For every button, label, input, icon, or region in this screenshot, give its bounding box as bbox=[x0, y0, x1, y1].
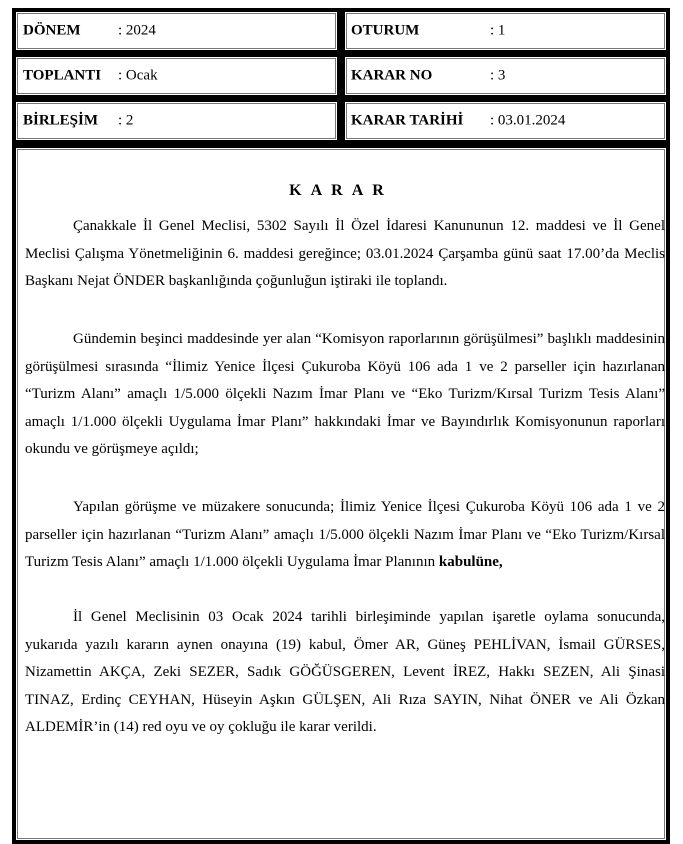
cell-oturum bbox=[341, 8, 670, 54]
cell-karar-no bbox=[341, 53, 670, 99]
decision-outcome: kabulüne, bbox=[438, 554, 503, 570]
decision-document bbox=[12, 8, 670, 808]
paragraph-meeting-opening: Çanakkale İl Genel Meclisi, 5302 Sayılı İl Özel İdaresi Kanununun 12. maddesi ve İl Genel Meclisi Çalışma Yönetmeliğinin 6. maddesi gereğince; 03.01.2024 Çarşamba günü saat 17.00’da Meclis Başkanı Nejat ÖNDER başkanlığında çoğunluğun iştiraki ile toplandı. bbox=[25, 218, 665, 289]
birlesim-value: : 2 bbox=[118, 112, 134, 129]
toplanti-value: : Ocak bbox=[118, 67, 158, 84]
donem-label: DÖNEM bbox=[23, 22, 81, 39]
karar-tarihi-value: : 03.01.2024 bbox=[490, 112, 566, 129]
cell-toplanti bbox=[12, 53, 341, 99]
karar-no-value: : 3 bbox=[490, 67, 506, 84]
cell-birlesim bbox=[12, 98, 341, 144]
decision-title: KARAR bbox=[289, 182, 393, 199]
karar-no-label: KARAR NO bbox=[351, 67, 433, 84]
birlesim-label: BİRLEŞİM bbox=[23, 112, 99, 129]
oturum-label: OTURUM bbox=[351, 22, 420, 39]
donem-value: : 2024 bbox=[118, 22, 156, 39]
paragraph-decision bbox=[25, 494, 665, 577]
toplanti-label: TOPLANTI bbox=[23, 67, 102, 84]
decision-body bbox=[12, 144, 670, 844]
paragraph-agenda-item: Gündemin beşinci maddesinde yer alan “Komisyon raporlarının görüşülmesi” başlıklı maddesinin görüşülmesi sırasında “İlimiz Yenice İlçesi Çukuroba Köyü 106 ada 1 ve 2 parseller için hazırlanan “Turizm Alanı” amaçlı 1/5.000 ölçekli Nazım İmar Planı ve “Eko Turizm/Kırsal Turizm Tesis Alanı” amaçlı 1/1.000 ölçekli Uygulama İmar Planı” hakkındaki İmar ve Bayındırlık Komisyonunun raporları okundu ve görüşmeye açıldı; bbox=[25, 331, 665, 457]
paragraph-vote-result: İl Genel Meclisinin 03 Ocak 2024 tarihli birleşiminde yapılan işaretle oylama sonucunda, yukarıda yazılı kararın aynen onayına (19) kabul, Ömer AR, Güneş PEHLİVAN, İsmail GÜRSES, Nizamettin AKÇA, Zeki SEZER, Sadık GÖĞÜSGEREN, Levent İREZ, Hakkı SEZEN, Ali Şinasi TINAZ, Erdinç CEYHAN, Hüseyin Aşkın GÜLŞEN, Ali Rıza SAYIN, Nihat ÖNER ve Ali Özkan ALDEMİR’in (14) red oyu ve oy çokluğu ile karar verildi. bbox=[25, 609, 665, 735]
cell-karar-tarihi bbox=[341, 98, 670, 144]
decision-text: Yapılan görüşme ve müzakere sonucunda; İlimiz Yenice İlçesi Çukuroba Köyü 106 ada 1 ve 2 parseller için hazırlanan “Turizm Alanı” amaçlı 1/5.000 ölçekli Nazım İmar Planı ve “Eko Turizm/Kırsal Turizm Tesis Alanı” amaçlı 1/1.000 ölçekli Uygulama İmar Planının bbox=[25, 499, 665, 570]
oturum-value: : 1 bbox=[490, 22, 506, 39]
karar-tarihi-label: KARAR TARİHİ bbox=[351, 112, 464, 129]
cell-donem bbox=[12, 8, 341, 54]
